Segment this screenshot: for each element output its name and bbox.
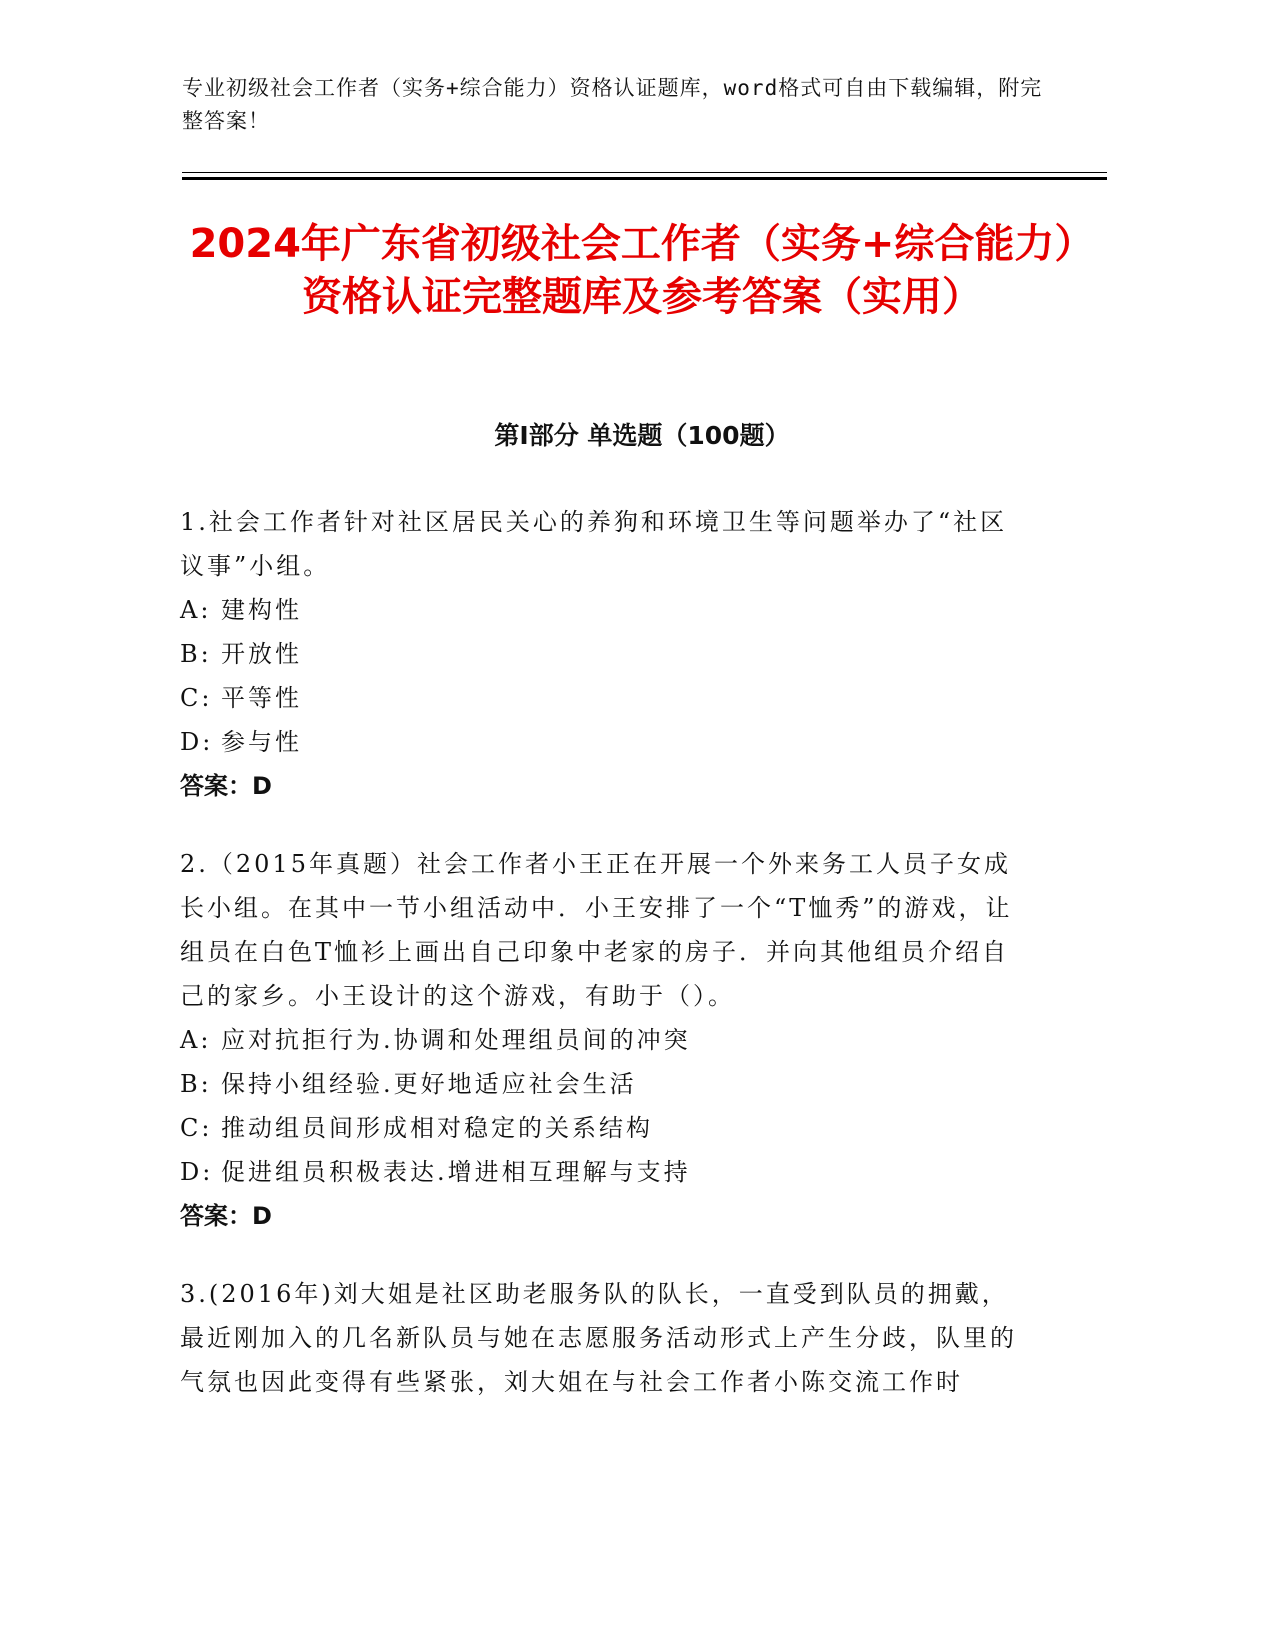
option-d xyxy=(180,1150,1030,1194)
header-divider-thin xyxy=(182,172,1107,173)
option-text: 建构性 xyxy=(221,596,302,624)
header-note: 专业初级社会工作者（实务+综合能力）资格认证题库，word格式可自由下载编辑，附完整答案！ xyxy=(182,76,1043,133)
header-divider-thick xyxy=(182,177,1107,180)
option-a xyxy=(180,1018,1030,1062)
question-stem: 1.社会工作者针对社区居民关心的养狗和环境卫生等问题举办了“社区议事”小组。 xyxy=(180,508,1008,580)
question-1 xyxy=(180,500,1030,808)
answer-value: D xyxy=(252,772,272,800)
section-heading: 第I部分 单选题（100题） xyxy=(494,421,790,450)
option-c xyxy=(180,676,1030,720)
answer-line xyxy=(180,764,1030,808)
option-text: 促进组员积极表达.增进相互理解与支持 xyxy=(221,1158,691,1186)
answer-label: 答案： xyxy=(180,772,252,800)
question-2 xyxy=(180,842,1030,1238)
question-3 xyxy=(180,1272,1030,1404)
question-stem: 3.(2016年)刘大姐是社区助老服务队的队长，一直受到队员的拥戴，最近刚加入的几名新队员与她在志愿服务活动形式上产生分歧，队里的气氛也因此变得有些紧张，刘大姐在与社会工作者小陈交流工作时 xyxy=(180,1280,1017,1396)
option-key: A: xyxy=(180,596,212,624)
answer-label: 答案： xyxy=(180,1202,252,1230)
option-text: 平等性 xyxy=(221,684,302,712)
answer-value: D xyxy=(252,1202,272,1230)
option-text: 推动组员间形成相对稳定的关系结构 xyxy=(221,1114,653,1142)
option-c xyxy=(180,1106,1030,1150)
question-stem: 2.（2015年真题）社会工作者小王正在开展一个外来务工人员子女成长小组。在其中一节小组活动中．小王安排了一个“T恤秀”的游戏，让组员在白色T恤衫上画出自己印象中老家的房子．并向其他组员介绍自己的家乡。小王设计的这个游戏，有助于（）。 xyxy=(180,850,1013,1010)
option-a xyxy=(180,588,1030,632)
option-d xyxy=(180,720,1030,764)
option-key: C: xyxy=(180,684,213,712)
answer-line xyxy=(180,1194,1030,1238)
option-text: 保持小组经验.更好地适应社会生活 xyxy=(221,1070,637,1098)
option-key: B: xyxy=(180,640,212,668)
option-key: D: xyxy=(180,728,214,756)
option-key: A: xyxy=(180,1026,212,1054)
option-b xyxy=(180,632,1030,676)
option-key: D: xyxy=(180,1158,214,1186)
option-key: B: xyxy=(180,1070,212,1098)
question-list xyxy=(180,500,1030,1438)
document-title: 2024年广东省初级社会工作者（实务+综合能力）资格认证完整题库及参考答案（实用） xyxy=(189,221,1095,320)
option-text: 参与性 xyxy=(221,728,302,756)
option-text: 开放性 xyxy=(221,640,302,668)
option-b xyxy=(180,1062,1030,1106)
option-key: C: xyxy=(180,1114,213,1142)
option-text: 应对抗拒行为.协调和处理组员间的冲突 xyxy=(221,1026,691,1054)
